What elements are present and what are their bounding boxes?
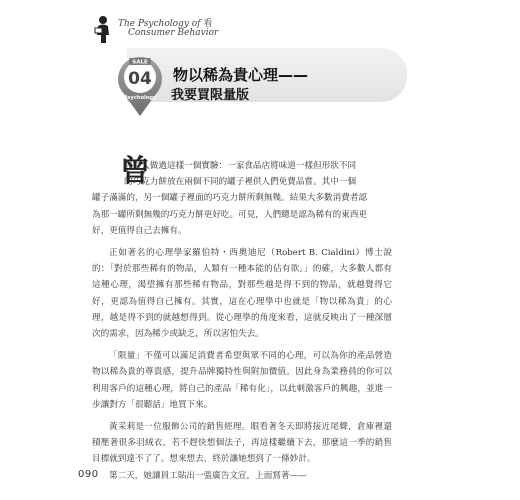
book-header: [92, 10, 252, 48]
chapter-badge: [114, 50, 166, 118]
paragraph-1-line: 經有人做過這樣一個實驗：一家食品店將味道一樣但形狀不同: [124, 161, 357, 171]
drop-cap: 曾: [120, 154, 150, 189]
header-title-zh: 看: [203, 19, 213, 29]
paragraph-3: 「限量」不僅可以滿足消費者希望與眾不同的心理，可以為你的產品營造物以稀為貴的尊貴感，提升品牌獨特性與附加價值。因此身為業務員的你可以利用客戶的這種心理，將自己的產品「稀有化」，以此刺激客戶的興趣，並進一步讓對方「很聽話」地買下來。: [92, 351, 392, 410]
paragraph-1-line: 罐子滿滿的，另一個罐子裡面的巧克力餅所剩無幾。結果大多數消費者認: [92, 193, 368, 204]
header-title-en: The Psychology of: [118, 19, 201, 29]
paragraph-1-line: 好，更值得自己去擁有。: [92, 225, 187, 236]
reading-figure-icon: [92, 14, 114, 44]
badge-number: 04: [128, 69, 152, 89]
article-body: [92, 154, 392, 484]
chapter-subtitle: 我要買限量版: [171, 88, 250, 103]
header-title-line2: Consumer Behavior: [128, 28, 219, 38]
paragraph-5: 第二天，她讓員工貼出一張廣告文宣，上面寫著——: [109, 470, 307, 481]
chapter-title: 物以稀為貴心理——: [173, 66, 309, 84]
paragraph-1-line: 的巧克力餅放在兩個不同的罐子裡供人們免費品嘗。其中一個: [124, 177, 357, 188]
paragraph-4: 黃采莉是一位服飾公司的銷售經理。眼看著冬天即將接近尾聲，倉庫裡還積壓著很多羽絨衣，若不趕快想個法子，再這樣繼續下去，那麼這一季的銷售目標就到達不了了。想來想去，終於讓她想到了一條妙計。: [92, 422, 392, 465]
page-number: 090: [78, 469, 99, 480]
paragraph-1-line: 為那一罐所剩無幾的巧克力餅更好吃。可見，人們總是認為稀有的東西更: [92, 209, 368, 220]
paragraph-2: 正如著名的心理學家羅伯特・西奧迪尼（Robert B. Cialdini）博士說的：「對於那些稀有的物品，人類有一種本能的佔有欲。」的確，大多數人都有這種心理，渴望擁有那些稀有物品，對那些越是得不到的物品，就越覺得它好，更認為值得自己擁有。其實，這在心理學中也就是「物以稀為貴」的心理，越是得不到的就越想得到。從心理學的角度來看，這就反映出了一種深層次的需求，因為稀少或缺乏，所以害怕失去。: [92, 248, 392, 340]
badge-sale-label: SALE: [132, 59, 148, 66]
badge-psychology-label: Psychology: [123, 95, 157, 101]
